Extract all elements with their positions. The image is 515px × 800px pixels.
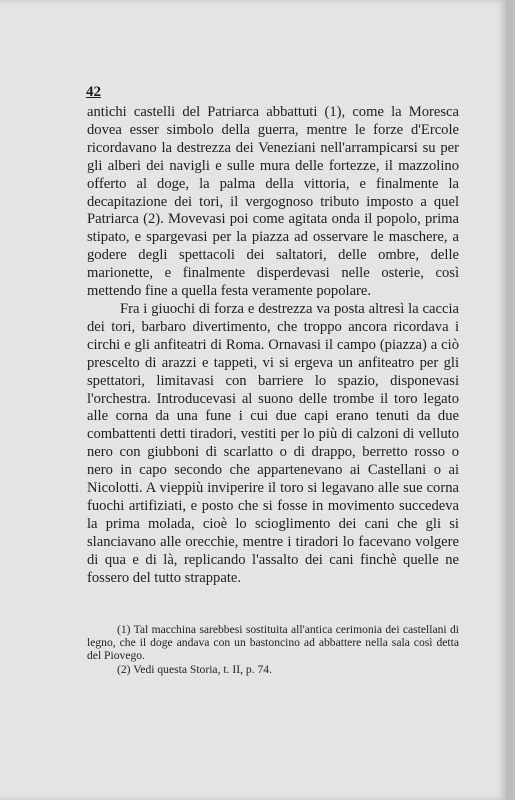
footnote-1: (1) Tal macchina sarebbesi sostituita all'antica cerimonia dei castellani di legno, che il doge andava con un bastoncino ad abbattere nella sala così detta del Piovego. — [87, 623, 459, 663]
page-edge — [506, 0, 515, 800]
main-text — [87, 104, 459, 587]
footnotes — [87, 623, 459, 676]
paragraph-2: Fra i giuochi di forza e destrezza va posta altresì la caccia dei tori, barbaro divertimento, che troppo ancora ricordava i circhi e gli anfiteatri di Roma. Ornavasi il campo (piazza) a ciò prescelto di arazzi e tappeti, vi si ergeva un anfiteatro per gli spettatori, limitavasi con barriere lo spazio, disponevasi l'orchestra. Introducevasi al suono delle trombe il toro legato alle corna da una fune i cui due capi erano tenuti da due combattenti detti tiradori, vestiti per lo più di calzoni di velluto nero con giubboni di scarlatto o di drappo, berretto rosso o nero in capo secondo che appartenevano ai Castellani o ai Nicolotti. A vieppiù inviperire il toro si legavano alle sue corna fuochi artifiziati, e posto che si fosse in movimento succedeva la prima molada, cioè lo scioglimento dei cani che gli si slanciavano alle orecchie, mentre i tiradori lo facevano volgere di qua e di là, replicando l'assalto dei cani finchè quelle ne fossero del tutto strappate. — [87, 300, 459, 586]
page-number: 42 — [86, 84, 101, 100]
paragraph-1: antichi castelli del Patriarca abbattuti (1), come la Moresca dovea esser simbolo della guerra, mentre le forze d'Ercole ricordavano la destrezza dei Veneziani nell'arrampicarsi su per gli alberi dei navigli e sulle mura delle fortezze, il mazzolino offerto al doge, la palma della vittoria, e finalmente la decapitazione dei tori, il vergognoso tributo imposto a quel Patriarca (2). Movevasi poi come agitata onda il popolo, prima stipato, e spargevasi per la piazza ad osservare le maschere, a godere degli spettacoli dei saltatori, delle ombre, delle marionette, e finalmente disperdevasi nelle osterie, così mettendo fine a quella festa veramente popolare. — [87, 104, 459, 300]
footnote-2: (2) Vedi questa Storia, t. II, p. 74. — [117, 662, 272, 676]
